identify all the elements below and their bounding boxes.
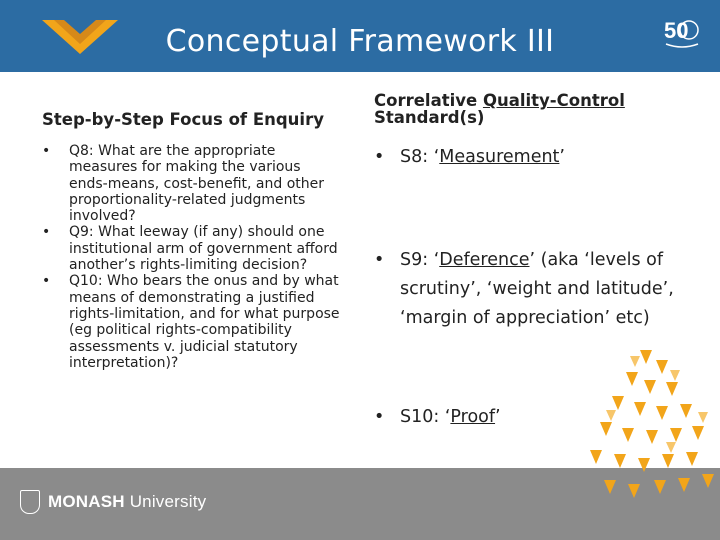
decorative-chevrons-icon [570, 350, 720, 540]
standard-post: ’ (aka ‘levels of scrutiny’, ‘weight and latitude’, ‘margin of appreciation’ etc) [400, 250, 674, 328]
list-item [42, 273, 342, 371]
standard-term: Deference [439, 250, 530, 270]
right-heading-post: Standard(s) [374, 108, 485, 127]
standard-item [374, 246, 674, 333]
standard-post: ’ [495, 407, 501, 427]
bullet-icon: • [374, 407, 385, 427]
monash-logo [20, 490, 206, 514]
bullet-icon: • [42, 224, 51, 241]
left-heading: Step-by-Step Focus of Enquiry [42, 110, 324, 129]
standard-term: Proof [450, 407, 496, 427]
bullet-icon: • [42, 143, 51, 159]
question-text: Q10: Who bears the onus and by what means of demonstrating a justified rights-limitation, and for what purpose (eg political rights-compatibility assessments v. judicial statutory interpretation)? [69, 273, 340, 371]
list-item [42, 224, 342, 273]
slide-title: Conceptual Framework III [165, 24, 555, 59]
question-text: Q8: What are the appropriate measures for making the various ends-means, cost-benefit, and other proportionality-related judgments involved? [69, 143, 324, 225]
brand-light: University [124, 492, 207, 511]
crest-icon [20, 490, 40, 514]
bullet-icon: • [374, 250, 385, 270]
standard-item [374, 143, 674, 172]
right-heading [374, 92, 674, 126]
question-list [42, 143, 342, 371]
right-heading-underlined: Quality-Control [482, 91, 625, 110]
right-column [374, 92, 674, 126]
standard-pre: S9: ‘ [400, 250, 440, 270]
bullet-icon: • [42, 273, 51, 290]
anniversary-badge [662, 16, 702, 52]
bullet-icon: • [374, 147, 385, 167]
standard-pre: S10: ‘ [400, 407, 451, 427]
left-column [42, 110, 342, 371]
list-item [42, 143, 342, 224]
question-text: Q9: What leeway (if any) should one institutional arm of government afford another’s rights-limiting decision? [69, 224, 338, 274]
header-bar [0, 0, 720, 72]
brand-bold: MONASH [48, 492, 125, 511]
standard-term: Measurement [439, 147, 560, 167]
standard-post: ’ [559, 147, 565, 167]
badge-text: 50 [664, 18, 689, 43]
right-heading-pre: Correlative [374, 91, 483, 110]
standard-pre: S8: ‘ [400, 147, 440, 167]
